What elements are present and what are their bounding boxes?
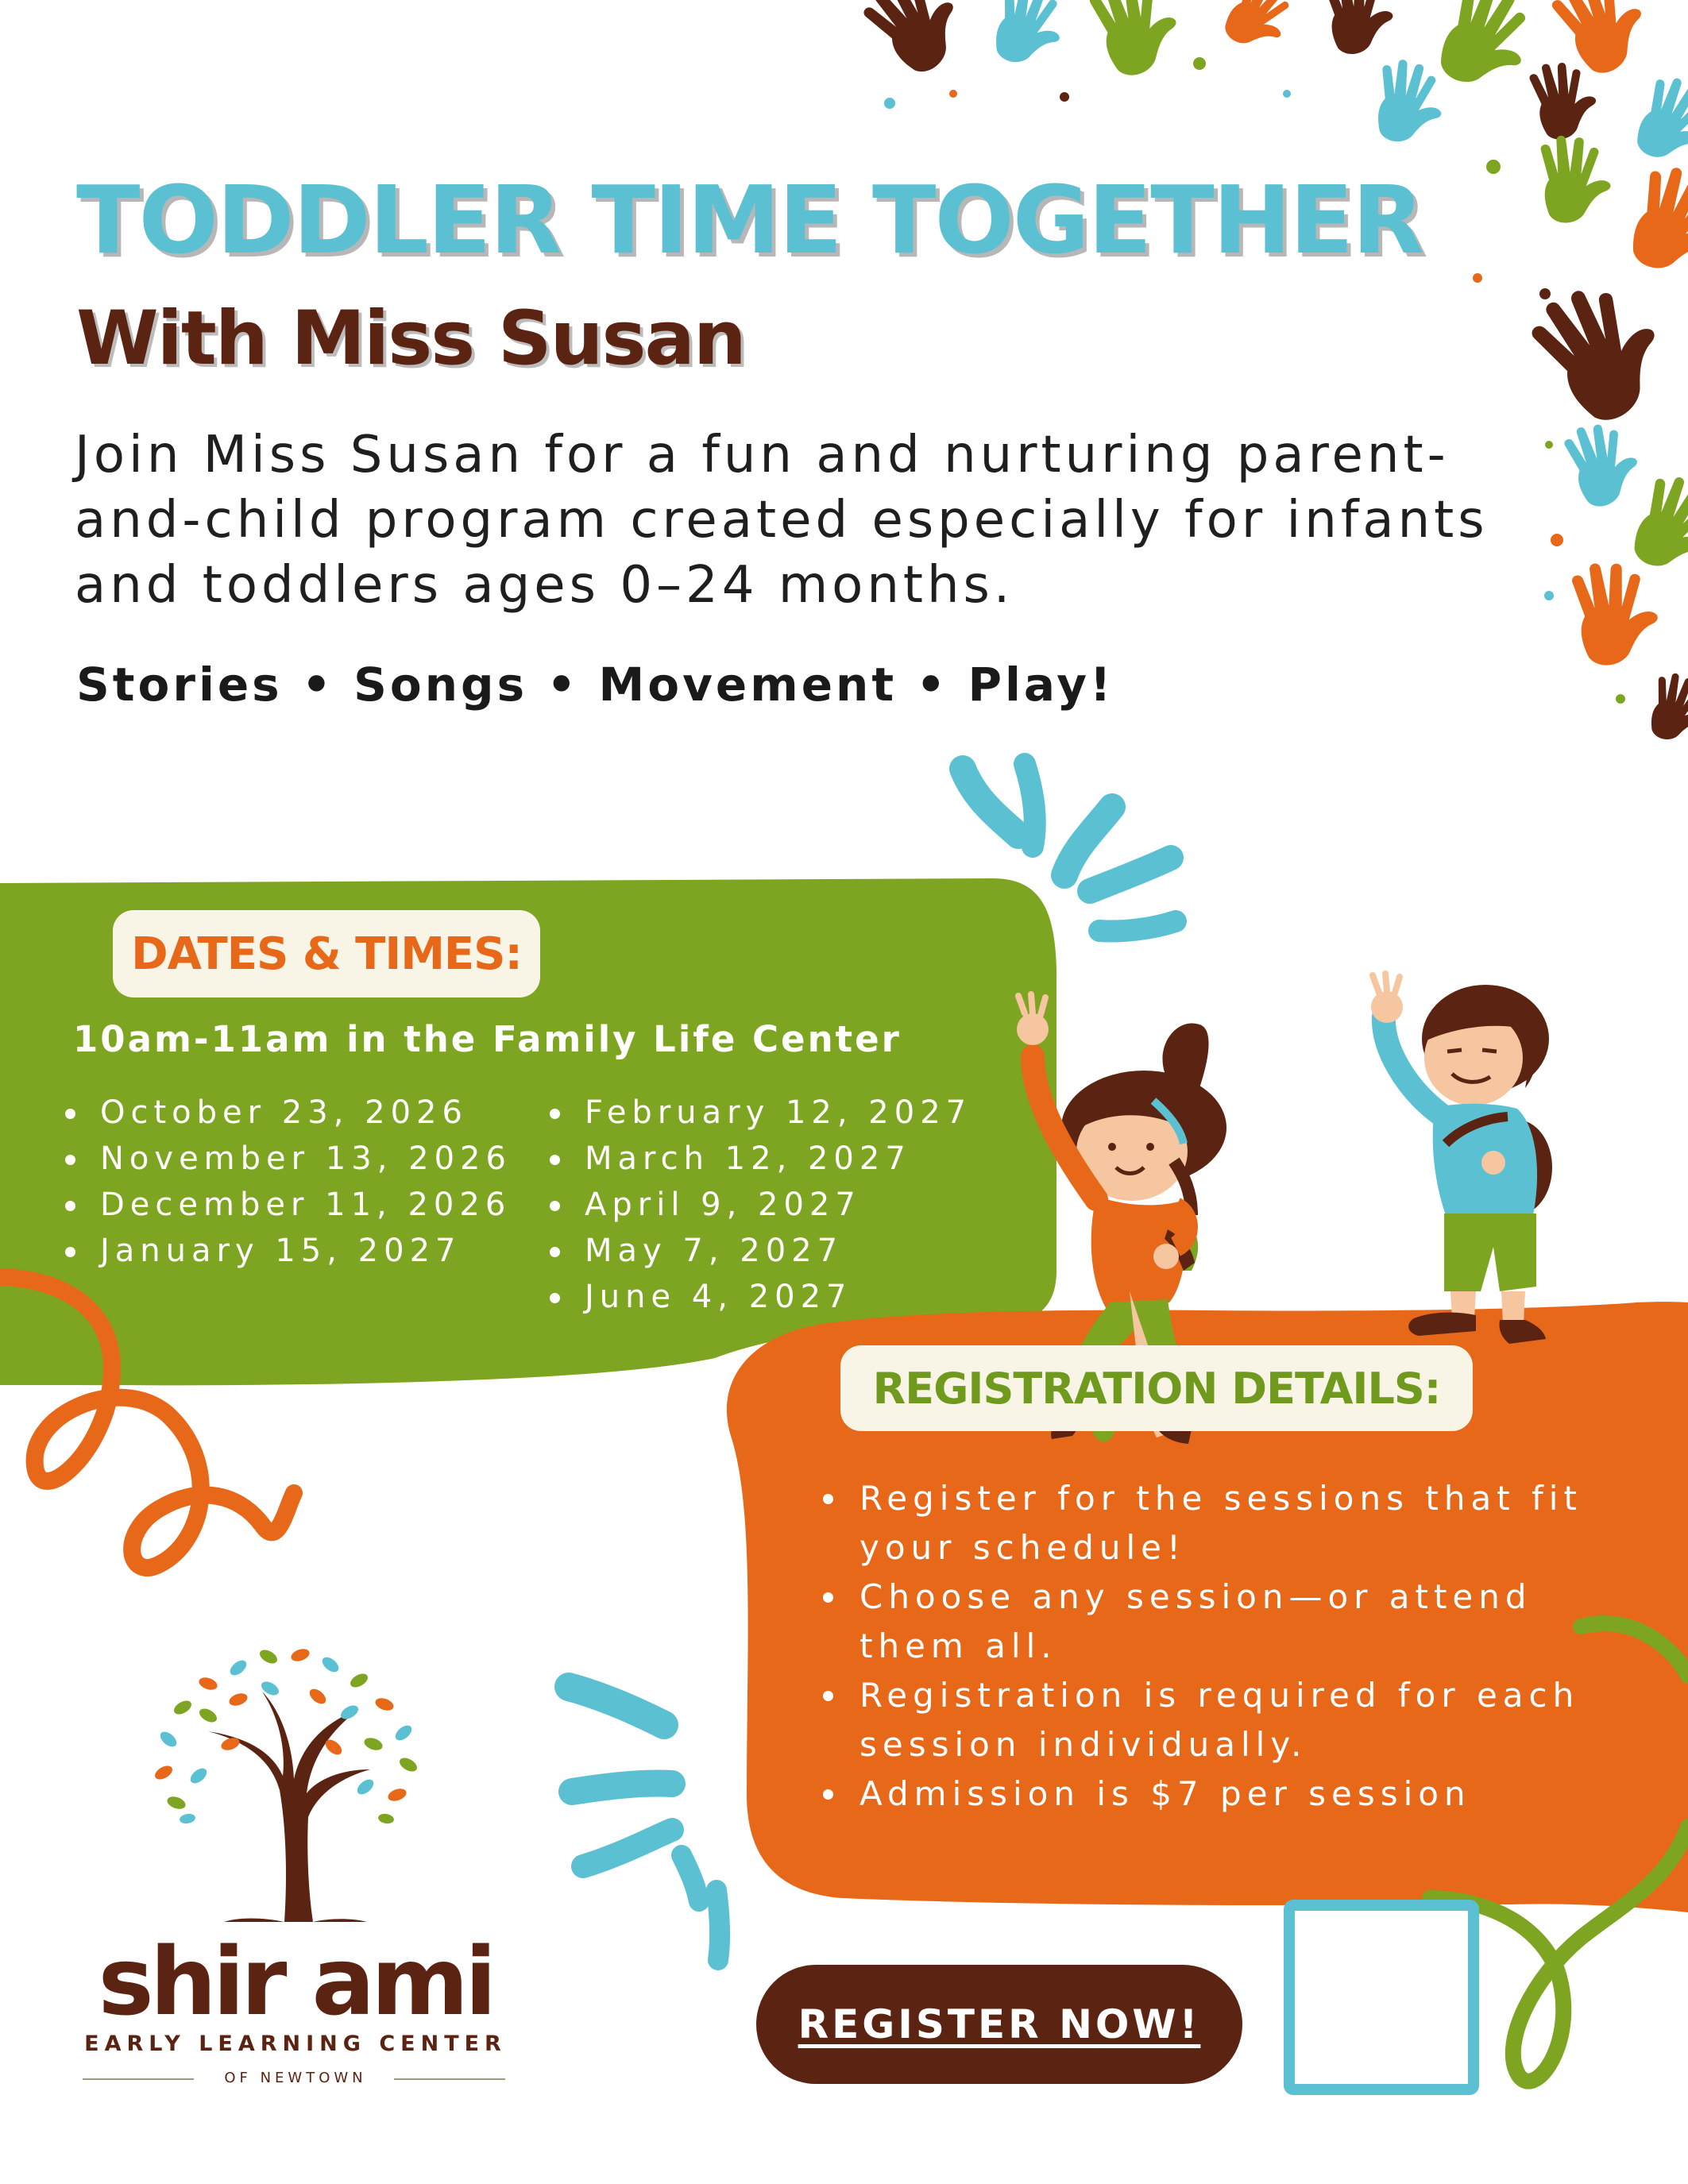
list-item: November 13, 2026 xyxy=(62,1136,512,1182)
dates-heading: DATES & TIMES: xyxy=(131,928,522,980)
registration-heading: REGISTRATION DETAILS: xyxy=(872,1363,1441,1414)
logo-line1: EARLY LEARNING CENTER xyxy=(84,2032,507,2056)
session-time-location: 10am-11am in the Family Life Center xyxy=(73,1018,902,1060)
list-item: January 15, 2027 xyxy=(62,1228,512,1274)
intro-text: Join Miss Susan for a fun and nurturing parent-and-child program created especially for infants and toddlers ages 0–24 months. xyxy=(75,426,1489,615)
list-item: Choose any session—or attend them all. xyxy=(818,1572,1636,1671)
registration-heading-badge xyxy=(840,1345,1473,1431)
list-item: October 23, 2026 xyxy=(62,1090,512,1136)
list-item: February 12, 2027 xyxy=(547,1090,971,1136)
register-now-button[interactable] xyxy=(756,1965,1242,2084)
list-item: May 7, 2027 xyxy=(547,1228,971,1274)
registration-list xyxy=(818,1474,1636,1819)
list-item: March 12, 2027 xyxy=(547,1136,971,1182)
handprint-cluster xyxy=(856,0,1688,745)
logo-divider-right xyxy=(394,2078,505,2080)
logo-line2: OF NEWTOWN xyxy=(224,2070,367,2086)
activities-tagline: Stories • Songs • Movement • Play! xyxy=(76,658,1114,712)
tree-icon xyxy=(153,1646,419,1922)
dates-list-right xyxy=(547,1090,971,1320)
dates-heading-badge xyxy=(113,910,540,997)
boy-illustration xyxy=(1371,974,1552,1344)
list-item: Register for the sessions that fit your schedule! xyxy=(818,1474,1636,1572)
page-title: TODDLER TIME TOGETHER xyxy=(76,165,1423,275)
list-item: Registration is required for each session individually. xyxy=(818,1671,1636,1769)
logo-name: shir ami xyxy=(98,1927,493,2036)
list-item: June 4, 2027 xyxy=(547,1274,971,1320)
page-subtitle: With Miss Susan xyxy=(76,295,745,382)
list-item: Admission is $7 per session xyxy=(818,1769,1636,1819)
dates-list-left xyxy=(62,1090,512,1274)
teal-splash-lower xyxy=(569,1687,720,1960)
list-item: December 11, 2026 xyxy=(62,1182,512,1228)
qr-code-frame[interactable] xyxy=(1284,1900,1479,2095)
register-now-label: REGISTER NOW! xyxy=(798,2001,1201,2047)
list-item: April 9, 2027 xyxy=(547,1182,971,1228)
